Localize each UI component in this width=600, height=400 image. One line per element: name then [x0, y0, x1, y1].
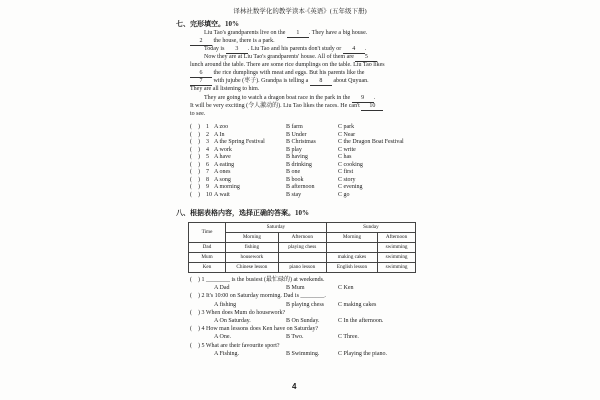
table-row: Dad fishing playing chess swimming: [189, 243, 416, 253]
schedule-table: [188, 222, 416, 273]
option-c[interactable]: C has: [338, 154, 352, 160]
question-options: A fishing B playing chess C making cakes: [214, 301, 377, 308]
answer-slot-10[interactable]: ( ): [190, 191, 200, 198]
answer-slot-5[interactable]: ( ): [190, 154, 200, 160]
option-b[interactable]: B farm: [286, 124, 303, 130]
page-header: 译林社数学化的教学读本·《英语》(五年级下册): [233, 8, 367, 15]
answer-slot[interactable]: (: [190, 293, 198, 300]
option-b[interactable]: B afternoon: [286, 184, 315, 190]
blank-8[interactable]: 8: [310, 78, 332, 86]
option-b[interactable]: B one: [286, 169, 301, 175]
option-c-column: [338, 124, 404, 199]
table-row: Ken Chinese lesson piano lesson English lesson swimming: [189, 263, 416, 273]
passage-line: They are going to watch a dragon boat race in the park in the 9 .: [204, 95, 376, 101]
passage-line: Now they are at Liu Tao's grandparents' house. All of them are 5: [204, 54, 377, 62]
blank-4[interactable]: 4: [343, 46, 365, 54]
passage-line: They are all listening to him.: [190, 86, 260, 92]
option-a[interactable]: A In: [214, 131, 225, 138]
question-list: [190, 276, 387, 358]
section8-title: 八、根据表格内容，选择正确的答案。10%: [176, 209, 309, 217]
passage-line: Liu Tao's grandparents live on the 1 . They have a big house.: [204, 30, 368, 36]
option-a[interactable]: A morning: [214, 184, 240, 190]
afternoon-header: Afternoon: [378, 233, 416, 243]
answer-slot-7[interactable]: ( ): [190, 169, 200, 175]
option-b[interactable]: B Christmas: [286, 139, 316, 145]
passage-line: Today is 3 . Liu Tao and his parents don't study or 4 .: [204, 46, 367, 52]
option-b[interactable]: B stay: [286, 191, 302, 198]
answer-parens-column: [190, 124, 200, 199]
passage-line: 2 the house, there is a park.: [190, 38, 275, 46]
question-item: ( ) 5 What are their favourite sport?: [190, 342, 280, 349]
option-a[interactable]: A have: [214, 154, 231, 160]
morning-header: Morning: [226, 233, 279, 243]
passage-line: It will be very exciting (令人激动的). Liu Tao likes the races. He can't 10: [190, 103, 383, 111]
blank-5[interactable]: 5: [355, 54, 377, 62]
blank-1[interactable]: 1: [287, 30, 309, 38]
saturday-header: Saturday: [226, 223, 327, 233]
option-c[interactable]: C cooking: [338, 161, 363, 168]
option-a[interactable]: A song: [214, 176, 231, 183]
option-c[interactable]: C evening: [338, 184, 363, 190]
option-a[interactable]: A eating: [214, 161, 235, 168]
morning-header: Morning: [326, 233, 377, 243]
answer-slot[interactable]: (: [190, 309, 198, 316]
option-b[interactable]: B Under: [286, 131, 307, 138]
option-b[interactable]: B book: [286, 176, 304, 183]
answer-slot[interactable]: (: [190, 342, 198, 349]
page-number: 4: [292, 382, 297, 391]
blank-9[interactable]: 9: [352, 95, 374, 103]
option-c[interactable]: C story: [338, 176, 356, 183]
section7-title: 七、完形填空。10%: [176, 20, 239, 28]
question-options: A One. B Two. C Three.: [214, 334, 359, 341]
option-b-column: [286, 124, 316, 199]
answer-slot[interactable]: (: [190, 277, 198, 283]
option-c[interactable]: C Near: [338, 131, 356, 138]
passage-line: 6 the rice dumplings with meat and eggs. But his parents like the: [190, 70, 364, 78]
answer-slot-9[interactable]: ( ): [190, 184, 200, 190]
question-options: A Fishing. B Swimming. C Playing the piano.: [214, 350, 387, 357]
answer-slot-4[interactable]: ( ): [190, 146, 200, 153]
answer-slot-1[interactable]: ( ): [190, 124, 200, 130]
option-a[interactable]: A work: [214, 146, 232, 153]
question-item: ( ) 1 ________ is the busiest (最忙碌的) at weekends.: [190, 277, 325, 283]
question-item: ( ) 2 It's 10:00 on Saturday morning. Dad is ________.: [190, 293, 326, 300]
option-c[interactable]: C write: [338, 146, 356, 153]
time-header: Time: [189, 223, 226, 243]
option-c[interactable]: C the Dragon Boat Festival: [338, 139, 404, 145]
blank-6[interactable]: 6: [190, 70, 212, 78]
option-a[interactable]: A zoo: [214, 124, 229, 130]
table-row: Mum housework making cakes swimming: [189, 253, 416, 263]
option-a-column: [214, 124, 265, 199]
option-a[interactable]: A the Spring Festival: [214, 139, 265, 145]
option-b[interactable]: B drinking: [286, 161, 312, 168]
option-c[interactable]: C park: [338, 124, 355, 130]
question-options: A On Saturday. B On Sunday. C In the afternoon.: [214, 318, 384, 325]
answer-slot-6[interactable]: ( ): [190, 161, 200, 168]
afternoon-header: Afternoon: [278, 233, 326, 243]
option-b[interactable]: B having: [286, 154, 308, 160]
blank-10[interactable]: 10: [361, 103, 383, 111]
question-item: ( ) 3 When does Mum do housework?: [190, 309, 286, 316]
passage-line: lunch around the table. There are some rice dumplings on the table. Liu Tao likes: [190, 62, 385, 68]
option-a[interactable]: A wait: [214, 191, 230, 198]
answer-slot[interactable]: (: [190, 326, 198, 333]
answer-slot-3[interactable]: ( ): [190, 139, 200, 145]
blank-7[interactable]: 7: [190, 78, 212, 86]
passage-line: 7 with jujube (枣子). Grandpa is telling a 8 about Quyuan.: [190, 78, 369, 86]
question-options: A Dad B Mum C Ken: [214, 285, 354, 292]
option-b[interactable]: B play: [286, 146, 302, 153]
option-c[interactable]: C first: [338, 169, 354, 175]
answer-slot-2[interactable]: ( ): [190, 131, 200, 138]
blank-2[interactable]: 2: [190, 38, 212, 46]
blank-3[interactable]: 3: [226, 46, 248, 54]
answer-slot-8[interactable]: ( ): [190, 176, 200, 183]
option-a[interactable]: A ones: [214, 169, 231, 175]
sunday-header: Sunday: [326, 223, 415, 233]
question-item: ( ) 4 How man lessons does Ken have on Saturday?: [190, 326, 319, 333]
passage-line: to see.: [190, 111, 206, 117]
option-c[interactable]: C go: [338, 191, 350, 198]
option-numbers-column: 1 2 3 4 5 6 7 8 9 10: [206, 124, 212, 198]
